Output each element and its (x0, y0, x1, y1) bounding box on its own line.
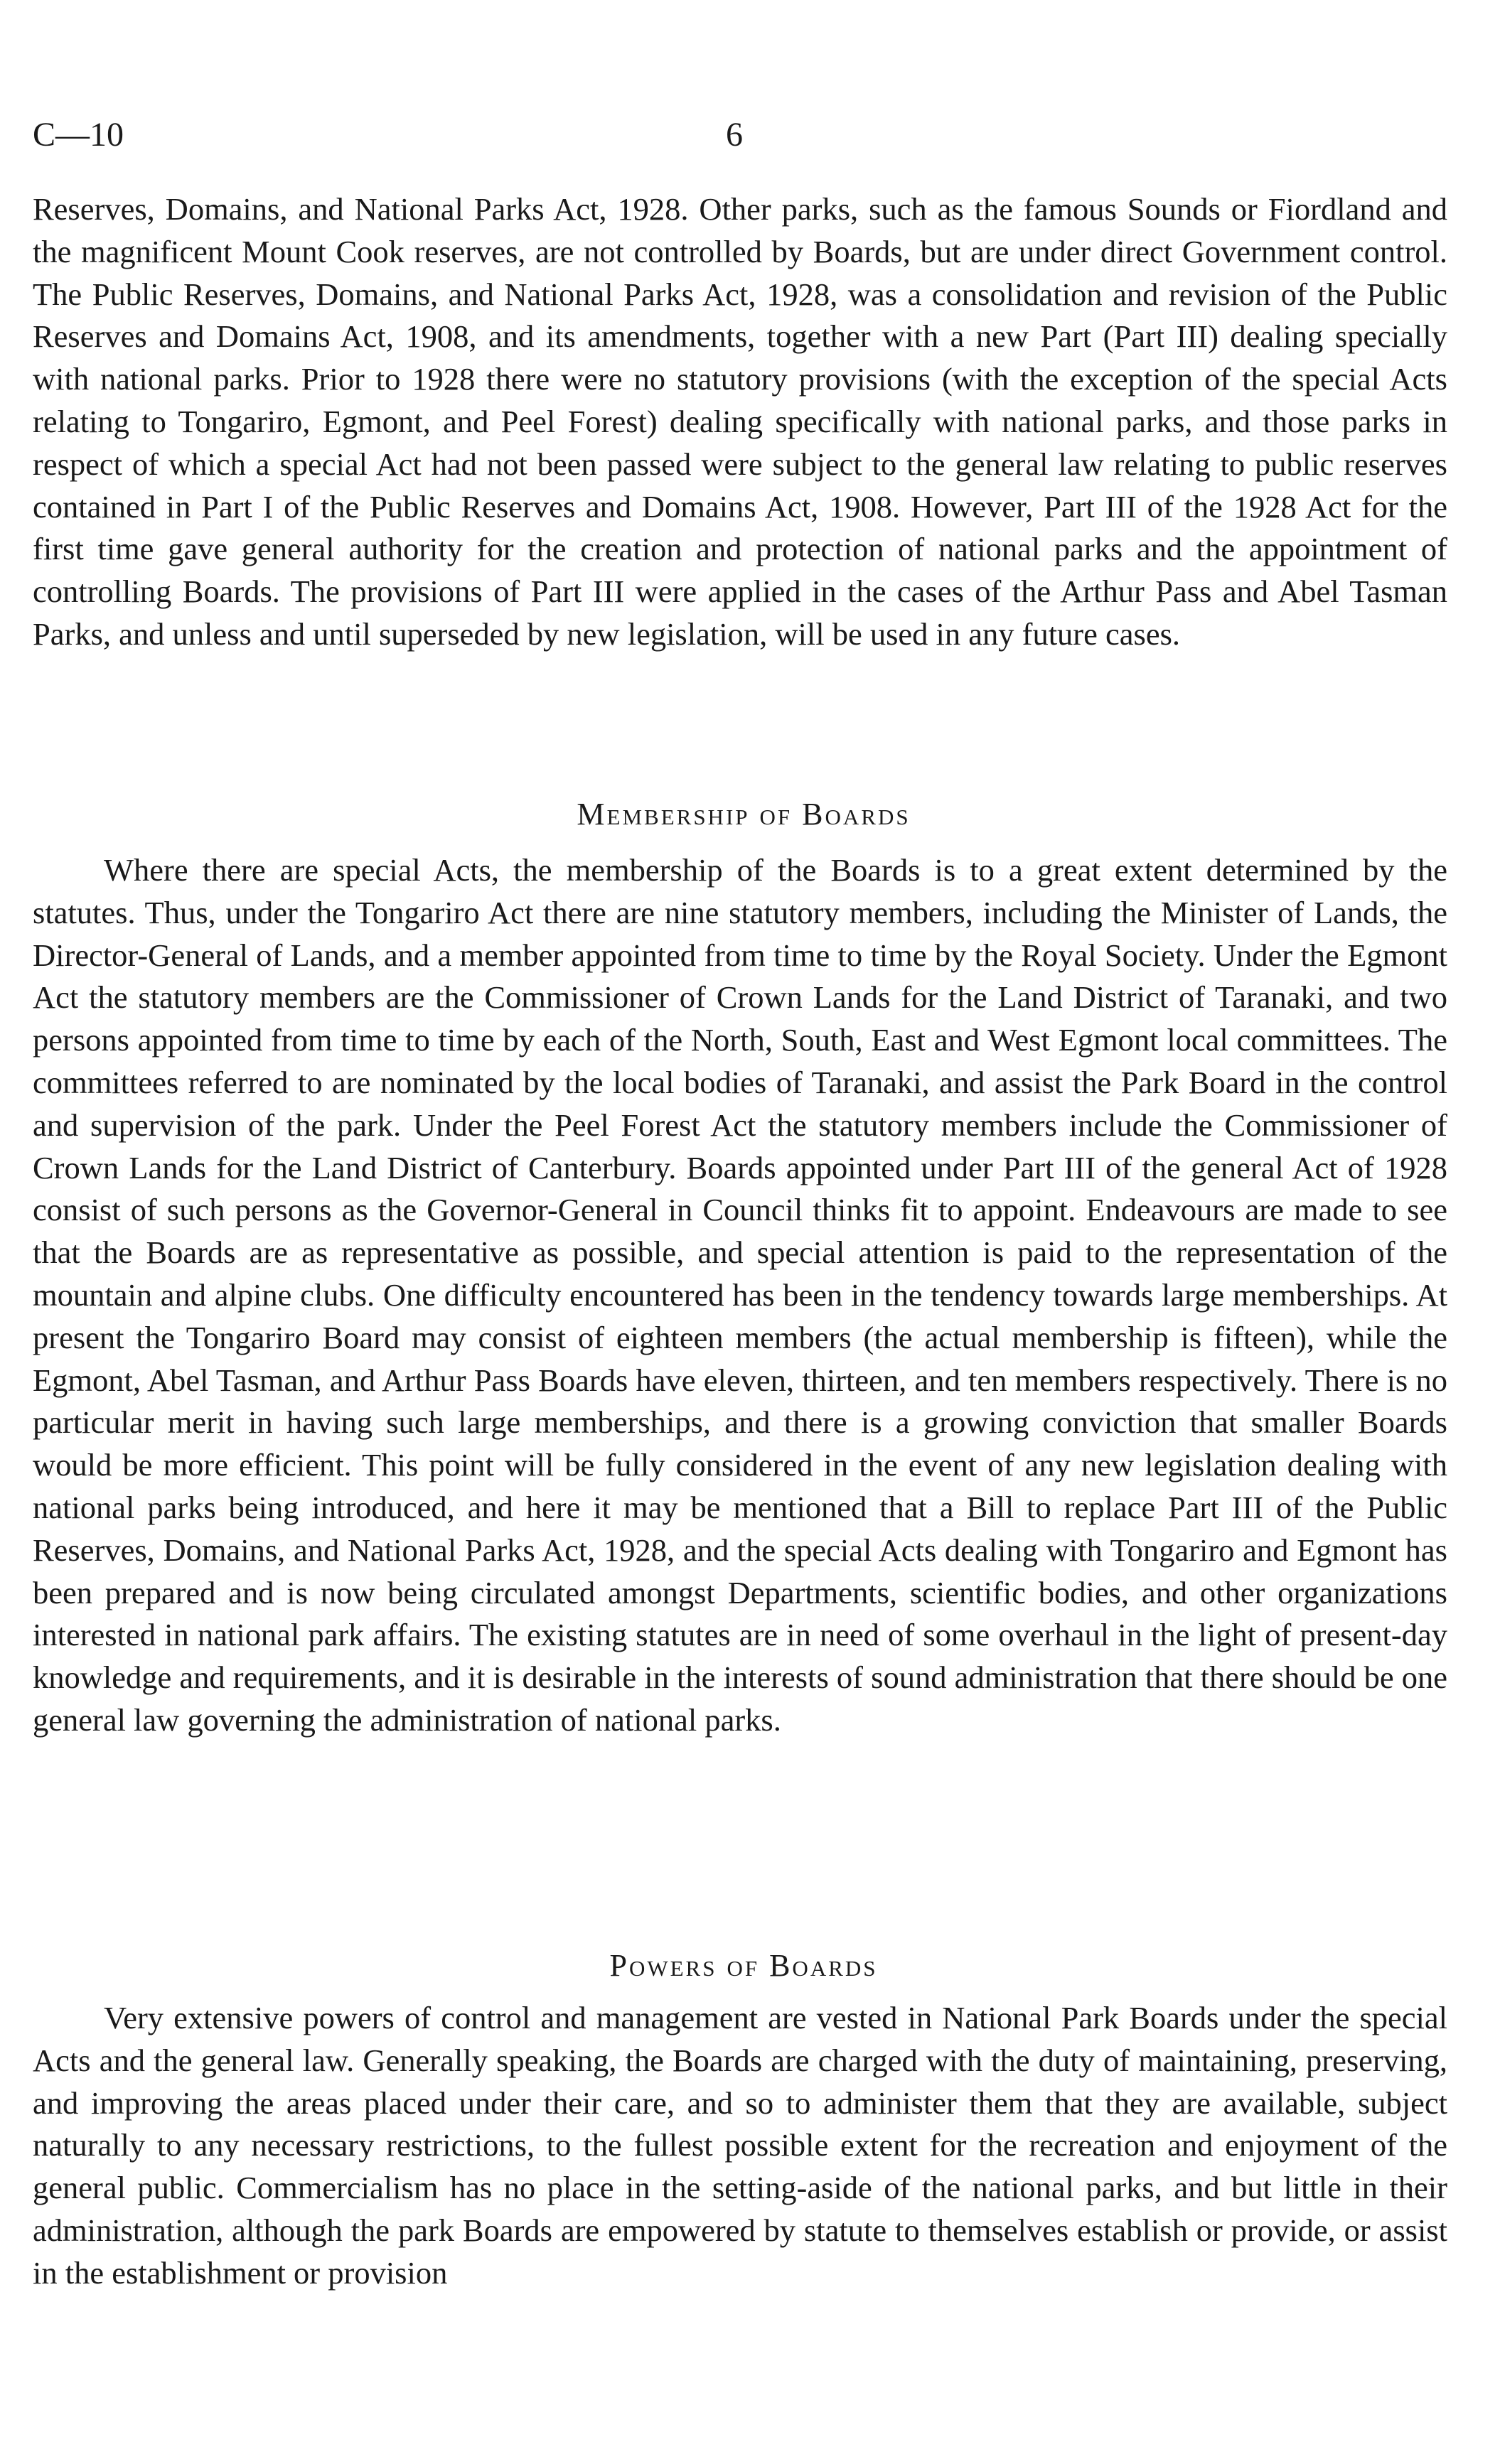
running-head (33, 114, 1455, 156)
paragraph-membership: Where there are special Acts, the membership of the Boards is to a great extent determined by the statutes. Thus, under the Tongariro Act there are nine statutory members, including the Minister of Lands, the Director-General of Lands, and a member appointed from time to time by the Royal Society. Under the Egmont Act the statutory members are the Commissioner of Crown Lands for the Land District of Taranaki, and two persons appointed from time to time by each of the North, South, East and West Egmont local committees. The committees referred to are nominated by the local bodies of Taranaki, and assist the Park Board in the control and supervision of the park. Under the Peel Forest Act the statutory members include the Commissioner of Crown Lands for the Land District of Canterbury. Boards appointed under Part III of the general Act of 1928 consist of such persons as the Governor-General in Council thinks fit to appoint. Endeavours are made to see that the Boards are as representative as possible, and special attention is paid to the representation of the mountain and alpine clubs. One difficulty encountered has been in the tendency towards large memberships. At present the Tongariro Board may consist of eighteen members (the actual membership is fifteen), while the Egmont, Abel Tasman, and Arthur Pass Boards have eleven, thirteen, and ten members respectively. There is no particular merit in having such large memberships, and there is a growing conviction that smaller Boards would be more efficient. This point will be fully considered in the event of any new legislation dealing with national parks being introduced, and here it may be mentioned that a Bill to replace Part III of the Public Reserves, Domains, and National Parks Act, 1928, and the special Acts dealing with Tongariro and Egmont has been prepared and is now being circulated amongst Departments, scientific bodies, and other organizations interested in national park affairs. The existing statutes are in need of some overhaul in the light of present-day knowledge and requirements, and it is desirable in the interests of sound administration that there should be one general law governing the administration of national parks. (33, 852, 1447, 1738)
document-reference: C—10 (33, 116, 124, 154)
paragraph-powers: Very extensive powers of control and management are vested in National Park Boards under the special Acts and the general law. Generally speaking, the Boards are charged with the duty of maintaining, preserving, and improving the areas placed under their care, and so to administer them that they are available, subject naturally to any necessary restrictions, to the fullest possible extent for the recreation and enjoyment of the general public. Commercialism has no place in the setting-aside of the national parks, and but little in their administration, although the park Boards are empowered by statute to themselves establish or provide, or assist in the establishment or provision (33, 2000, 1447, 2291)
heading-membership-of-boards: Membership of Boards (577, 797, 911, 832)
paragraph-national-parks-act: Reserves, Domains, and National Parks Act, 1928. Other parks, such as the famous Sounds or Fiordland and the magnificent Mount Cook reserves, are not controlled by Boards, but are under direct Government control. The Public Reserves, Domains, and National Parks Act, 1928, was a consolidation and revision of the Public Reserves and Domains Act, 1908, and its amendments, together with a new Part (Part III) dealing specially with national parks. Prior to 1928 there were no statutory provisions (with the exception of the special Acts relating to Tongariro, Egmont, and Peel Forest) dealing specifically with national parks, and those parks in respect of which a special Act had not been passed were subject to the general law relating to public reserves contained in Part I of the Public Reserves and Domains Act, 1908. However, Part III of the 1928 Act for the first time gave general authority for the creation and protection of national parks and the appointment of controlling Boards. The provisions of Part III were applied in the cases of the Arthur Pass and Abel Tasman Parks, and unless and until superseded by new legislation, will be used in any future cases. (33, 191, 1447, 652)
page-number: 6 (726, 116, 743, 154)
heading-powers-of-boards: Powers of Boards (609, 1948, 878, 1983)
